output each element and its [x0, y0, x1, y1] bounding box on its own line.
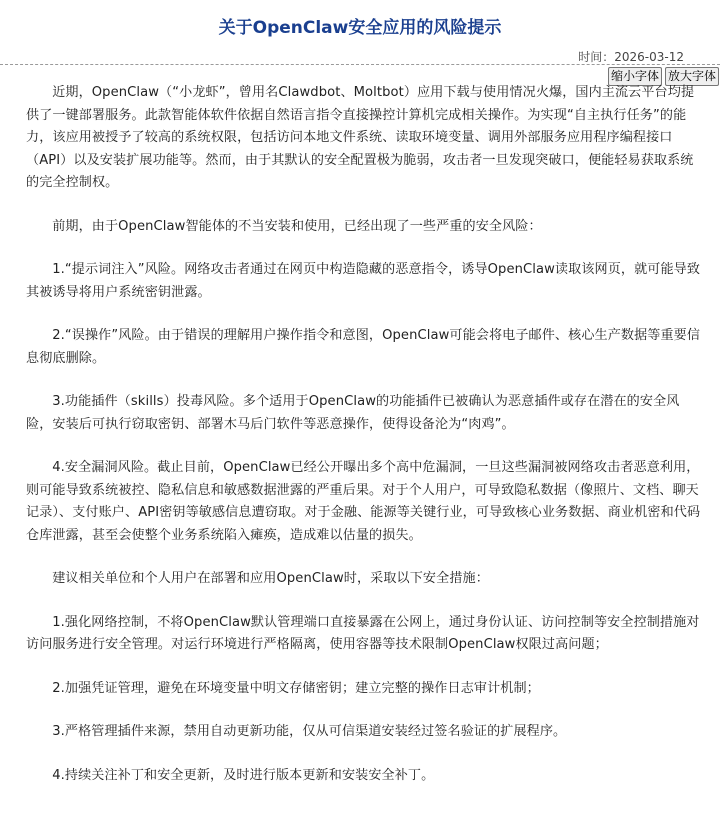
paragraph-risk-2: 2.“误操作”风险。由于错误的理解用户操作指令和意图，OpenClaw可能会将电子邮件、核心生产数据等重要信息彻底删除。: [26, 328, 701, 366]
paragraph-measure-2: 2.加强凭证管理，避免在环境变量中明文存储密钥；建立完整的操作日志审计机制；: [52, 680, 540, 696]
enlarge-font-button[interactable]: 放大字体: [665, 67, 719, 86]
paragraph-risk-3: 3.功能插件（skills）投毒风险。多个适用于OpenClaw的功能插件已被确认为恶意插件或存在潜在的安全风险，安装后可执行窃取密钥、部署木马后门软件等恶意操作，使得设备沦为“肉鸡”。: [26, 394, 680, 432]
paragraph-measure-1: 1.强化网络控制，不将OpenClaw默认管理端口直接暴露在公网上，通过身份认证、访问控制等安全控制措施对访问服务进行安全管理。对运行环境进行严格隔离，使用容器等技术限制OpenClaw权限过高问题；: [26, 614, 700, 652]
paragraph-risk-1: 1.“提示词注入”风险。网络攻击者通过在网页中构造隐藏的恶意指令，诱导OpenClaw读取该网页，就可能导致其被诱导将用户系统密钥泄露。: [26, 262, 701, 300]
page-title: 关于OpenClaw安全应用的风险提示: [218, 18, 502, 38]
paragraph-risk-4: 4.安全漏洞风险。截止目前，OpenClaw已经公开曝出多个高中危漏洞，一旦这些漏洞被网络攻击者恶意利用，则可能导致系统被控、隐私信息和敏感数据泄露的严重后果。对于个人用户，可导致隐私数据（像照片、文档、聊天记录）、支付账户、API密钥等敏感信息遭窃取。对于金融、能源等关键行业，可导致核心业务数据、商业机密和代码仓库泄露，甚至会使整个业务系统陷入瘫痪，造成难以估量的损失。: [26, 460, 701, 543]
paragraph-measures-intro: 建议相关单位和个人用户在部署和应用OpenClaw时，采取以下安全措施：: [52, 571, 489, 586]
paragraph-intro: 近期，OpenClaw（“小龙虾”，曾用名Clawdbot、Moltbot）应用下载与使用情况火爆，国内主流云平台均提供了一键部署服务。此款智能体软件依据自然语言指令直接操控计算机完成相关操作。为实现“自主执行任务”的能力，该应用被授予了较高的系统权限，包括访问本地文件系统、读取环境变量、调用外部服务应用程序编程接口（API）以及安装扩展功能等。然而，由于其默认的安全配置极为脆弱，攻击者一旦发现突破口，便能轻易获取系统的完全控制权。: [26, 85, 695, 190]
shrink-font-button[interactable]: 缩小字体: [608, 67, 662, 86]
paragraph-measure-4: 4.持续关注补丁和安全更新，及时进行版本更新和安装安全补丁。: [52, 767, 435, 783]
paragraph-measure-3: 3.严格管理插件来源，禁用自动更新功能，仅从可信渠道安装经过签名验证的扩展程序。: [52, 724, 567, 739]
publish-date: [578, 50, 684, 64]
article-body: [26, 82, 702, 808]
date-label: 时间：: [578, 50, 615, 64]
header-divider: [0, 64, 720, 65]
paragraph-risk-intro: 前期，由于OpenClaw智能体的不当安装和使用，已经出现了一些严重的安全风险：: [52, 218, 542, 234]
date-value: 2026-03-12: [614, 50, 684, 64]
